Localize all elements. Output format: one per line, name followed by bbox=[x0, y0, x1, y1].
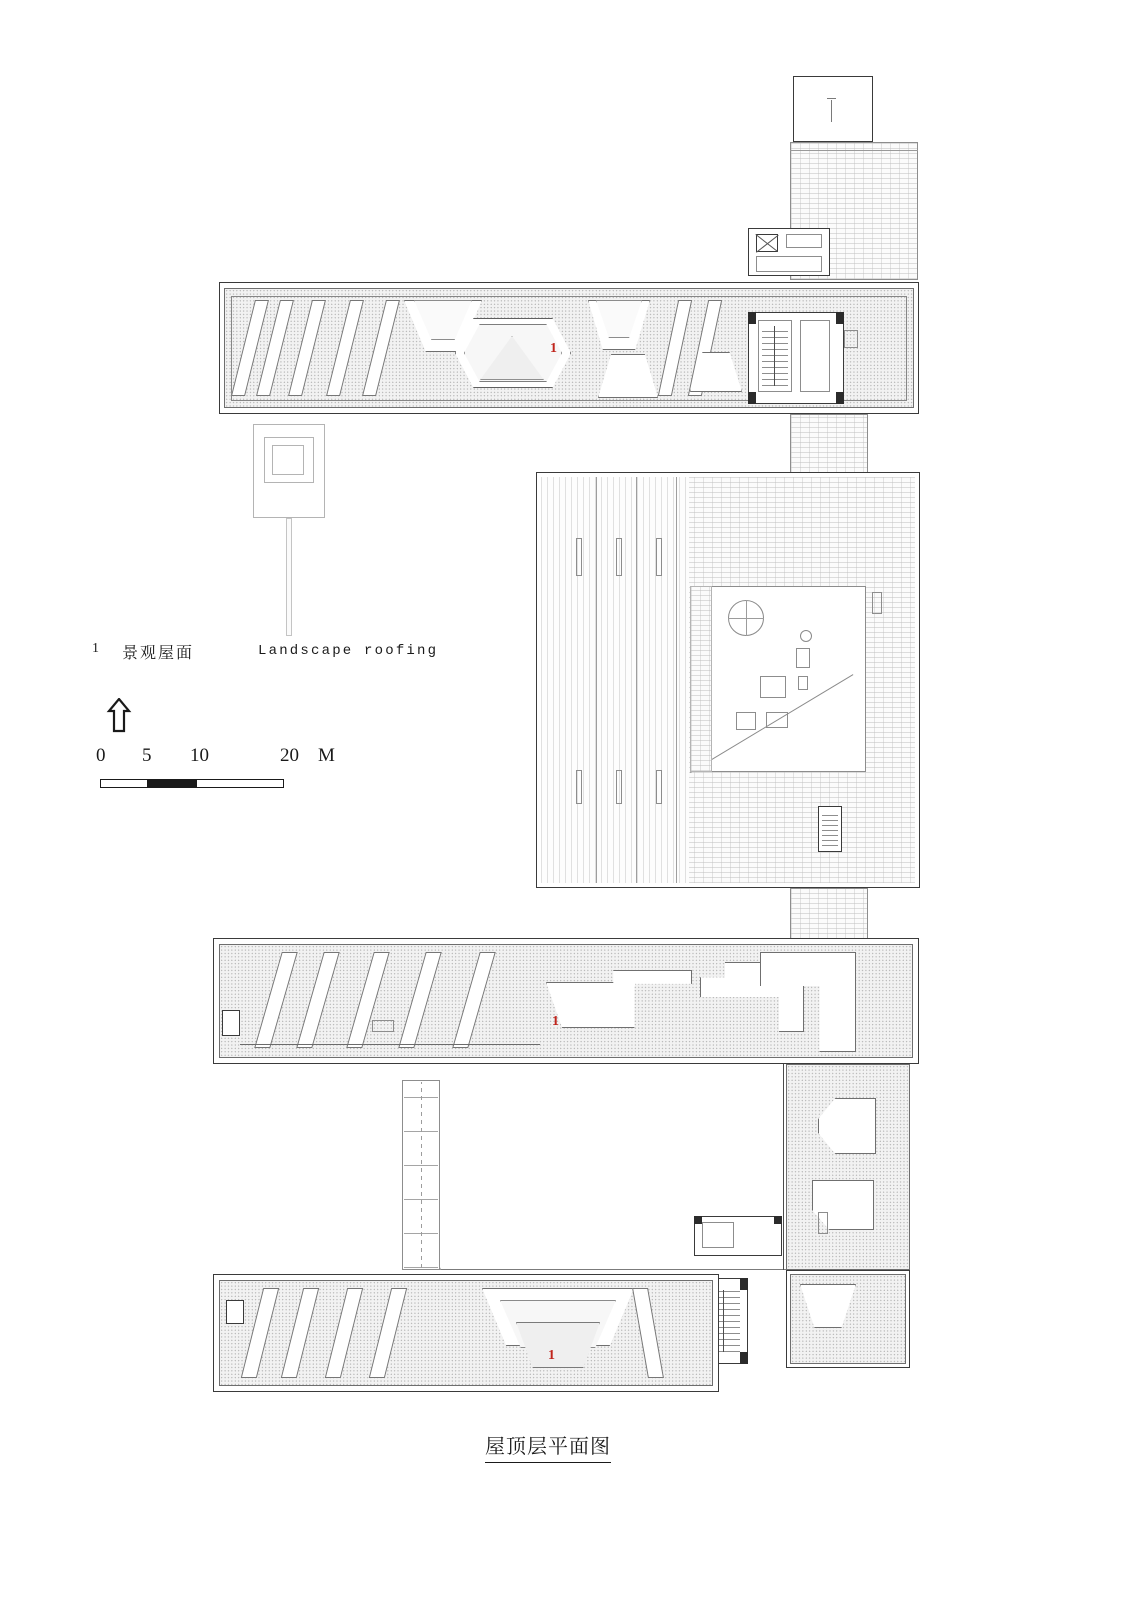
north-connector bbox=[790, 414, 868, 474]
legend-label-en: Landscape roofing bbox=[258, 643, 439, 659]
north-shaft bbox=[800, 320, 830, 392]
scale-segment-10-20 bbox=[196, 779, 284, 788]
north-core-pier-1 bbox=[748, 312, 756, 324]
scale-unit: M bbox=[318, 745, 335, 766]
south-upper-equipment bbox=[372, 1020, 394, 1032]
central-block-bay-line-2 bbox=[636, 477, 637, 883]
west-pavilion-core bbox=[272, 445, 304, 475]
upper-service-sub-2 bbox=[756, 256, 822, 272]
central-courtyard-box-2 bbox=[736, 712, 756, 730]
upper-brick-roof-ridge bbox=[790, 150, 918, 151]
central-courtyard-box-3 bbox=[766, 712, 788, 728]
north-core-pier-4 bbox=[836, 392, 844, 404]
south-core-stair-rail bbox=[723, 1290, 724, 1352]
legend-label-cn: 景观屋面 bbox=[122, 645, 195, 662]
central-skylight-2 bbox=[616, 538, 622, 576]
north-stair-flights bbox=[762, 326, 788, 386]
north-core-pier-3 bbox=[748, 392, 756, 404]
south-middle-ladder-dashline bbox=[421, 1082, 422, 1268]
central-east-shaft bbox=[872, 592, 882, 614]
marker-landscape-roof-south-upper: 1 bbox=[552, 1014, 559, 1029]
scale-tick-20: 20 bbox=[280, 745, 299, 766]
central-east-stair-treads bbox=[822, 812, 838, 846]
central-skylight-5 bbox=[616, 770, 622, 804]
south-lower-west-shaft bbox=[226, 1300, 244, 1324]
central-courtyard-circle bbox=[800, 630, 812, 642]
scale-segment-5-10 bbox=[148, 779, 196, 788]
legend-number: 1 bbox=[92, 641, 99, 656]
south-core-pier-4 bbox=[740, 1352, 748, 1364]
central-skylight-1 bbox=[576, 538, 582, 576]
central-block-bay-line-1 bbox=[596, 477, 597, 883]
upper-small-room bbox=[793, 76, 873, 142]
central-courtyard-fan-spokes-2 bbox=[728, 618, 764, 619]
marker-landscape-roof-north: 1 bbox=[550, 341, 557, 356]
central-courtyard-box-1 bbox=[760, 676, 786, 698]
upper-small-room-tick bbox=[831, 100, 832, 122]
scale-bar bbox=[96, 745, 356, 795]
south-east-wing bbox=[786, 1064, 910, 1270]
scale-tick-0: 0 bbox=[96, 745, 106, 766]
north-east-annex bbox=[844, 330, 858, 348]
central-courtyard-box-4 bbox=[796, 648, 810, 668]
south-connector bbox=[790, 888, 868, 940]
upper-service-sub bbox=[786, 234, 822, 248]
south-east-service-pier-2 bbox=[774, 1216, 782, 1224]
south-upper-long-seam bbox=[240, 1044, 540, 1045]
south-east-service-sub bbox=[702, 1222, 734, 1248]
south-east-service-pier-1 bbox=[694, 1216, 702, 1224]
central-block-west-bay bbox=[541, 477, 689, 883]
central-block-bay-line-3 bbox=[676, 477, 677, 883]
south-core-pier-2 bbox=[740, 1278, 748, 1290]
north-arrow-icon bbox=[104, 698, 134, 739]
scale-tick-10: 10 bbox=[190, 745, 209, 766]
central-skylight-4 bbox=[576, 770, 582, 804]
drawing-title: 屋顶层平面图 bbox=[485, 1430, 611, 1463]
south-upper-west-shaft bbox=[222, 1010, 240, 1036]
north-stair-rail bbox=[774, 326, 775, 386]
upper-small-room-tick-head bbox=[827, 98, 836, 99]
central-courtyard-box-5 bbox=[798, 676, 808, 690]
central-courtyard-paving bbox=[690, 586, 712, 772]
south-middle-right-wall bbox=[783, 1064, 784, 1270]
central-skylight-6 bbox=[656, 770, 662, 804]
north-core-pier-2 bbox=[836, 312, 844, 324]
scale-segment-0-5 bbox=[100, 779, 148, 788]
west-pavilion-stem bbox=[286, 518, 292, 636]
central-skylight-3 bbox=[656, 538, 662, 576]
south-east-shaft bbox=[818, 1212, 828, 1234]
scale-tick-5: 5 bbox=[142, 745, 152, 766]
marker-landscape-roof-south-lower: 1 bbox=[548, 1348, 555, 1363]
